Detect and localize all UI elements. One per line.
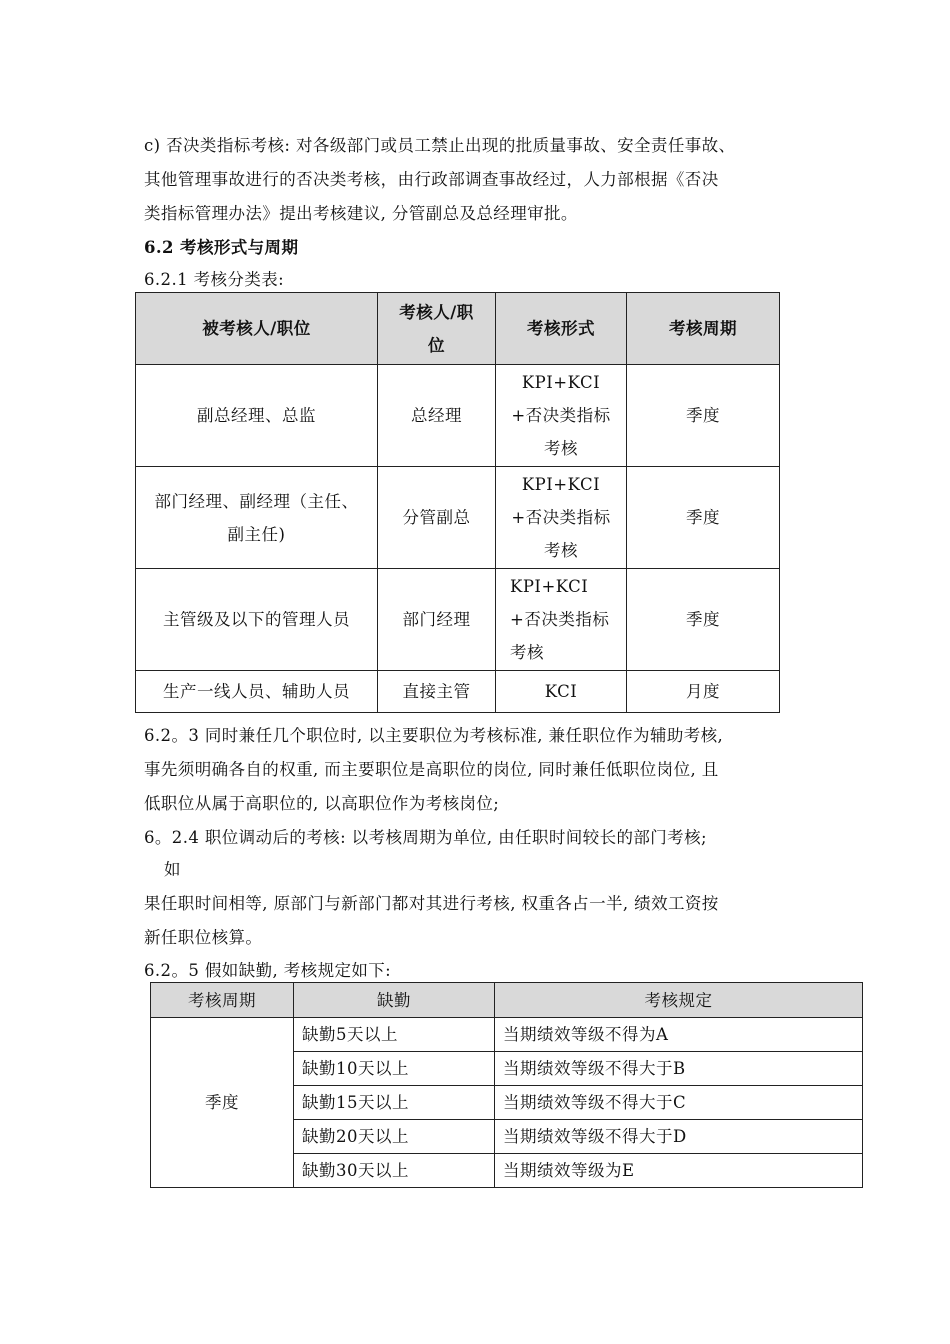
cell-absence: 缺勤20天以上 <box>294 1120 495 1154</box>
subheading-6-2-1: 6.2.1 考核分类表: <box>144 270 285 289</box>
cell-assessee: 主管级及以下的管理人员 <box>136 569 378 671</box>
table-header-row <box>136 293 780 365</box>
paragraph-6-2-4-line: 新任职位核算。 <box>144 928 263 947</box>
assessment-classification-table <box>135 292 780 713</box>
paragraph-6-2-4-line: 6。2.4 职位调动后的考核: 以考核周期为单位, 由任职时间较长的部门考核; <box>144 828 707 847</box>
cell-period: 季度 <box>627 569 780 671</box>
paragraph-6-2-3-line: 事先须明确各自的权重, 而主要职位是高职位的岗位, 同时兼任低职位岗位, 且 <box>144 760 719 779</box>
cell-assessee: 生产一线人员、辅助人员 <box>136 671 378 713</box>
cell-form: KPI+KCI+否决类指标考核 <box>496 569 627 671</box>
header-rule: 考核规定 <box>495 983 863 1018</box>
paragraph-6-2-5: 6.2。5 假如缺勤, 考核规定如下: <box>144 961 392 980</box>
paragraph-6-2-3-line: 6.2。3 同时兼任几个职位时, 以主要职位为考核标准, 兼任职位作为辅助考核, <box>144 726 724 745</box>
cell-assessor: 总经理 <box>378 365 496 467</box>
cell-rule: 当期绩效等级不得大于D <box>495 1120 863 1154</box>
cell-period: 月度 <box>627 671 780 713</box>
cell-absence: 缺勤30天以上 <box>294 1154 495 1188</box>
cell-assessor: 分管副总 <box>378 467 496 569</box>
header-assessor: 考核人/职位 <box>378 293 496 365</box>
cell-period: 季度 <box>151 1018 294 1188</box>
table-row <box>136 569 780 671</box>
cell-absence: 缺勤15天以上 <box>294 1086 495 1120</box>
section-heading-6-2: 6.2 考核形式与周期 <box>144 238 299 257</box>
table-row <box>136 671 780 713</box>
table-row <box>136 365 780 467</box>
paragraph-c-line: c) 否决类指标考核: 对各级部门或员工禁止出现的批质量事故、安全责任事故、 <box>144 136 736 155</box>
cell-absence: 缺勤10天以上 <box>294 1052 495 1086</box>
cell-absence: 缺勤5天以上 <box>294 1018 495 1052</box>
paragraph-c-line: 其他管理事故进行的否决类考核，由行政部调查事故经过，人力部根据《否决 <box>144 170 719 189</box>
header-period: 考核周期 <box>151 983 294 1018</box>
header-form: 考核形式 <box>496 293 627 365</box>
cell-assessor: 直接主管 <box>378 671 496 713</box>
cell-form: KPI+KCI+否决类指标考核 <box>496 467 627 569</box>
cell-period: 季度 <box>627 365 780 467</box>
header-period: 考核周期 <box>627 293 780 365</box>
table-row <box>136 467 780 569</box>
header-assessee: 被考核人/职位 <box>136 293 378 365</box>
cell-assessee: 部门经理、副经理（主任、副主任) <box>136 467 378 569</box>
cell-rule: 当期绩效等级不得大于C <box>495 1086 863 1120</box>
table-header-row <box>151 983 863 1018</box>
header-absence: 缺勤 <box>294 983 495 1018</box>
cell-assessee: 副总经理、总监 <box>136 365 378 467</box>
paragraph-6-2-3-line: 低职位从属于高职位的, 以高职位作为考核岗位; <box>144 794 500 813</box>
cell-rule: 当期绩效等级为E <box>495 1154 863 1188</box>
paragraph-6-2-4-line: 果任职时间相等, 原部门与新部门都对其进行考核, 权重各占一半, 绩效工资按 <box>144 894 719 913</box>
cell-period: 季度 <box>627 467 780 569</box>
absence-rules-table <box>150 982 863 1188</box>
paragraph-6-2-4-line: 如 <box>164 860 181 879</box>
table-row <box>151 1018 863 1052</box>
cell-assessor: 部门经理 <box>378 569 496 671</box>
cell-rule: 当期绩效等级不得为A <box>495 1018 863 1052</box>
cell-form: KPI+KCI+否决类指标考核 <box>496 365 627 467</box>
cell-form: KCI <box>496 671 627 713</box>
cell-rule: 当期绩效等级不得大于B <box>495 1052 863 1086</box>
paragraph-c-line: 类指标管理办法》提出考核建议, 分管副总及总经理审批。 <box>144 204 578 223</box>
